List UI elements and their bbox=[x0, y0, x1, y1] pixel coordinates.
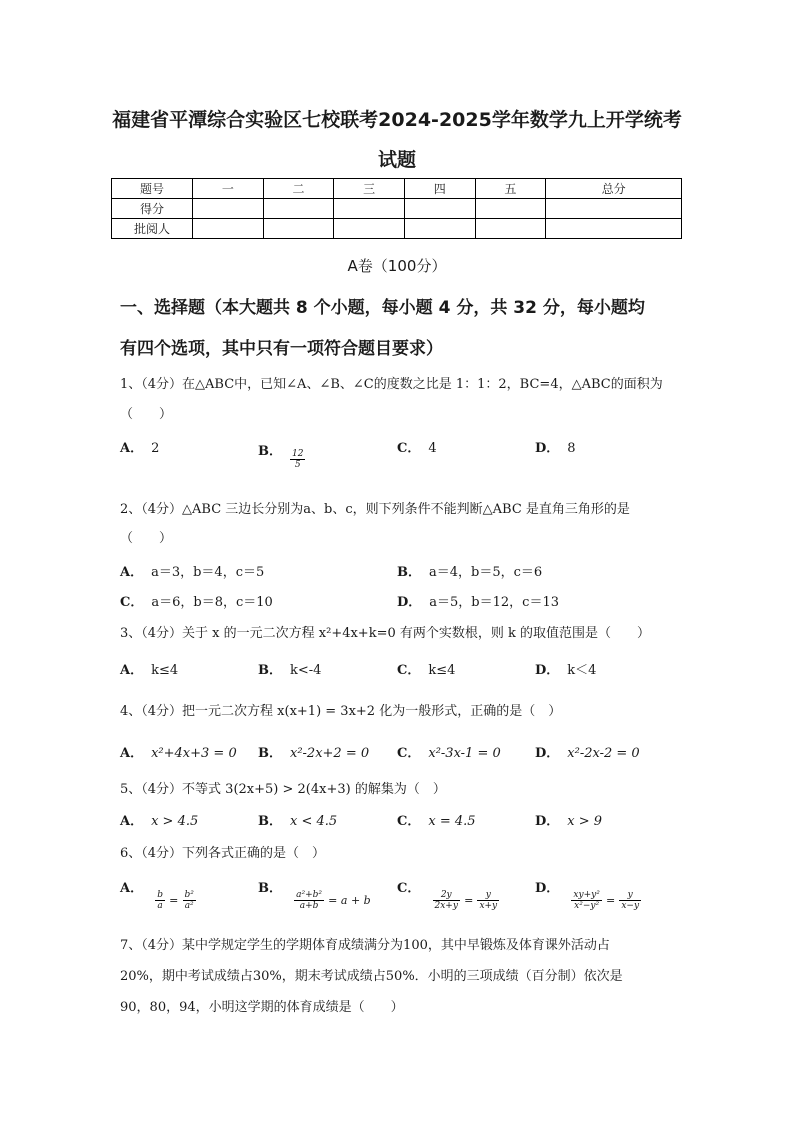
question-3-stem: 3、（4分）关于 x 的一元二次方程 x²+4x+k=0 有两个实数根，则 k 的取值范围是（ ） bbox=[120, 626, 651, 641]
option-text: x²-3x-1 = 0 bbox=[428, 746, 501, 761]
option-letter: C． bbox=[120, 595, 144, 610]
exam-title-line1: 福建省平潭综合实验区七校联考2024-2025学年数学九上开学统考 bbox=[112, 109, 682, 131]
option-letter: D． bbox=[535, 746, 560, 761]
q6-option-c bbox=[397, 878, 499, 911]
option-letter: A． bbox=[120, 814, 144, 829]
option-letter: A． bbox=[120, 663, 144, 678]
q3-option-c bbox=[397, 663, 455, 679]
option-letter: B． bbox=[258, 746, 282, 761]
fraction-right bbox=[183, 890, 196, 911]
reviewer-cell bbox=[404, 219, 475, 239]
score-table-header-row bbox=[112, 179, 682, 199]
fraction-left bbox=[294, 890, 324, 911]
question-6-stem: 6、（4分）下列各式正确的是（ ） bbox=[120, 846, 326, 861]
reviewer-cell bbox=[263, 219, 334, 239]
question-7-stem-line2: 20%，期中考试成绩占30%，期末考试成绩占50%．小明的三项成绩（百分制）依次是 bbox=[120, 969, 623, 984]
option-letter: A． bbox=[120, 746, 144, 761]
option-text: k≤4 bbox=[151, 663, 179, 678]
option-letter: B． bbox=[397, 565, 421, 580]
question-5-stem: 5、（4分）不等式 3(2x+5) > 2(4x+3) 的解集为（ ） bbox=[120, 782, 446, 797]
option-letter: A． bbox=[120, 441, 144, 456]
q4-option-a bbox=[120, 746, 237, 762]
question-7-stem-line1: 7、（4分）某中学规定学生的学期体育成绩满分为100，其中早锻炼及体育课外活动占 bbox=[120, 938, 610, 953]
fraction-denominator: x−y bbox=[621, 901, 640, 911]
q3-option-b bbox=[258, 663, 321, 679]
option-letter: D． bbox=[397, 595, 422, 610]
header-cell: 总分 bbox=[546, 179, 682, 199]
equals-sign: = bbox=[169, 894, 179, 907]
q6-option-a bbox=[120, 878, 196, 911]
q1-option-c bbox=[397, 441, 437, 457]
fraction-numerator: 12 bbox=[292, 449, 304, 459]
question-1-stem: 1、（4分）在△ABC中，已知∠A、∠B、∠C的度数之比是 1：1：2，BC=4，△ABC的面积为 bbox=[120, 377, 663, 392]
row-label: 得分 bbox=[112, 199, 193, 219]
q5-option-d bbox=[535, 814, 602, 830]
fraction-denominator: x+y bbox=[479, 901, 498, 911]
question-7-stem-line3: 90，80，94，小明这学期的体育成绩是（ ） bbox=[120, 1000, 404, 1015]
header-cell: 五 bbox=[475, 179, 546, 199]
option-text: x < 4.5 bbox=[290, 814, 338, 829]
fraction-left bbox=[433, 890, 460, 911]
score-cell bbox=[404, 199, 475, 219]
q2-option-c bbox=[120, 595, 273, 611]
score-cell bbox=[334, 199, 405, 219]
q2-option-b bbox=[397, 565, 542, 581]
question-1-blank: （ ） bbox=[120, 407, 173, 422]
q5-option-b bbox=[258, 814, 337, 830]
score-cell bbox=[546, 199, 682, 219]
fraction-numerator: b bbox=[157, 890, 163, 900]
reviewer-cell bbox=[546, 219, 682, 239]
option-text: a＝4，b＝5，c＝6 bbox=[429, 565, 543, 580]
option-letter: C． bbox=[397, 881, 421, 896]
question-2-stem: 2、（4分）△ABC 三边长分别为a、b、c，则下列条件不能判断△ABC 是直角三角形的是 bbox=[120, 502, 630, 517]
option-letter: D． bbox=[535, 663, 560, 678]
score-cell bbox=[475, 199, 546, 219]
equals-sign: = bbox=[464, 894, 474, 907]
equals-sign: = bbox=[605, 894, 616, 907]
header-cell: 四 bbox=[404, 179, 475, 199]
option-letter: D． bbox=[535, 441, 560, 456]
option-text: k＜4 bbox=[567, 663, 597, 678]
part1-heading-line2: 有四个选项，其中只有一项符合题目要求） bbox=[120, 339, 443, 359]
option-text: 8 bbox=[567, 441, 576, 456]
q3-option-a bbox=[120, 663, 178, 679]
q3-option-d bbox=[535, 663, 596, 679]
q1-option-d bbox=[535, 441, 576, 457]
score-table bbox=[111, 178, 682, 239]
option-text: x²+4x+3 = 0 bbox=[151, 746, 237, 761]
option-text: x = 4.5 bbox=[428, 814, 476, 829]
fraction bbox=[290, 449, 305, 470]
fraction-denominator: a+b bbox=[299, 901, 319, 911]
option-letter: C． bbox=[397, 814, 421, 829]
part1-heading-line1: 一、选择题（本大题共 8 个小题，每小题 4 分，共 32 分，每小题均 bbox=[120, 298, 645, 318]
score-row bbox=[112, 199, 682, 219]
option-text: a＝5，b＝12，c＝13 bbox=[429, 595, 559, 610]
option-text: a＝3，b＝4，c＝5 bbox=[151, 565, 265, 580]
option-letter: D． bbox=[535, 881, 560, 896]
option-letter: B． bbox=[258, 881, 282, 896]
fraction-denominator: 2x+y bbox=[434, 901, 458, 911]
exam-title-line2: 试题 bbox=[377, 149, 416, 171]
score-cell bbox=[193, 199, 264, 219]
fraction-numerator: 2y bbox=[433, 890, 460, 901]
q6-option-d bbox=[535, 878, 641, 911]
option-text: k<-4 bbox=[290, 663, 322, 678]
fraction-numerator: xy+y² bbox=[573, 890, 600, 900]
fraction-right bbox=[619, 890, 641, 911]
option-text: 4 bbox=[428, 441, 437, 456]
header-cell: 一 bbox=[193, 179, 264, 199]
q6-option-b bbox=[258, 878, 371, 911]
q1-option-b bbox=[258, 441, 305, 470]
header-cell: 题号 bbox=[112, 179, 193, 199]
option-letter: C． bbox=[397, 663, 421, 678]
header-cell: 三 bbox=[334, 179, 405, 199]
q1-option-a bbox=[120, 441, 159, 457]
option-letter: A． bbox=[120, 565, 144, 580]
reviewer-cell bbox=[475, 219, 546, 239]
q2-option-d bbox=[397, 595, 559, 611]
fraction-numerator: y bbox=[619, 890, 641, 901]
question-4-stem: 4、（4分）把一元二次方程 x(x+1) = 3x+2 化为一般形式，正确的是（ ） bbox=[120, 704, 562, 719]
question-2-blank: （ ） bbox=[120, 531, 173, 546]
option-text: x > 9 bbox=[567, 814, 603, 829]
section-a-title: A卷（100分） bbox=[347, 257, 447, 275]
fraction-denominator: a bbox=[157, 901, 163, 911]
fraction-denominator: 5 bbox=[294, 460, 301, 470]
option-text: x > 4.5 bbox=[151, 814, 199, 829]
option-letter: B． bbox=[258, 444, 282, 459]
option-text: x²-2x-2 = 0 bbox=[567, 746, 640, 761]
option-text: 2 bbox=[151, 441, 160, 456]
q5-option-a bbox=[120, 814, 198, 830]
row-label: 批阅人 bbox=[112, 219, 193, 239]
option-text: k≤4 bbox=[428, 663, 456, 678]
fraction-left bbox=[155, 890, 165, 911]
option-letter: D． bbox=[535, 814, 560, 829]
option-text: a＝6，b＝8，c＝10 bbox=[151, 595, 273, 610]
header-cell: 二 bbox=[263, 179, 334, 199]
q4-option-c bbox=[397, 746, 501, 762]
option-letter: C． bbox=[397, 441, 421, 456]
equals-expression: = a + b bbox=[328, 894, 371, 907]
q4-option-d bbox=[535, 746, 640, 762]
fraction-denominator: x²−y² bbox=[574, 901, 600, 911]
option-text: x²-2x+2 = 0 bbox=[290, 746, 370, 761]
q5-option-c bbox=[397, 814, 476, 830]
reviewer-row bbox=[112, 219, 682, 239]
score-cell bbox=[263, 199, 334, 219]
q2-option-a bbox=[120, 565, 264, 581]
option-letter: B． bbox=[258, 663, 282, 678]
reviewer-cell bbox=[193, 219, 264, 239]
q4-option-b bbox=[258, 746, 369, 762]
fraction-denominator: a² bbox=[184, 901, 194, 911]
fraction-numerator: a²+b² bbox=[296, 890, 323, 900]
option-letter: C． bbox=[397, 746, 421, 761]
option-letter: B． bbox=[258, 814, 282, 829]
option-letter: A． bbox=[120, 881, 144, 896]
fraction-numerator: b² bbox=[184, 890, 194, 900]
reviewer-cell bbox=[334, 219, 405, 239]
fraction-left bbox=[571, 890, 601, 911]
fraction-numerator: y bbox=[477, 890, 499, 901]
fraction-right bbox=[477, 890, 499, 911]
